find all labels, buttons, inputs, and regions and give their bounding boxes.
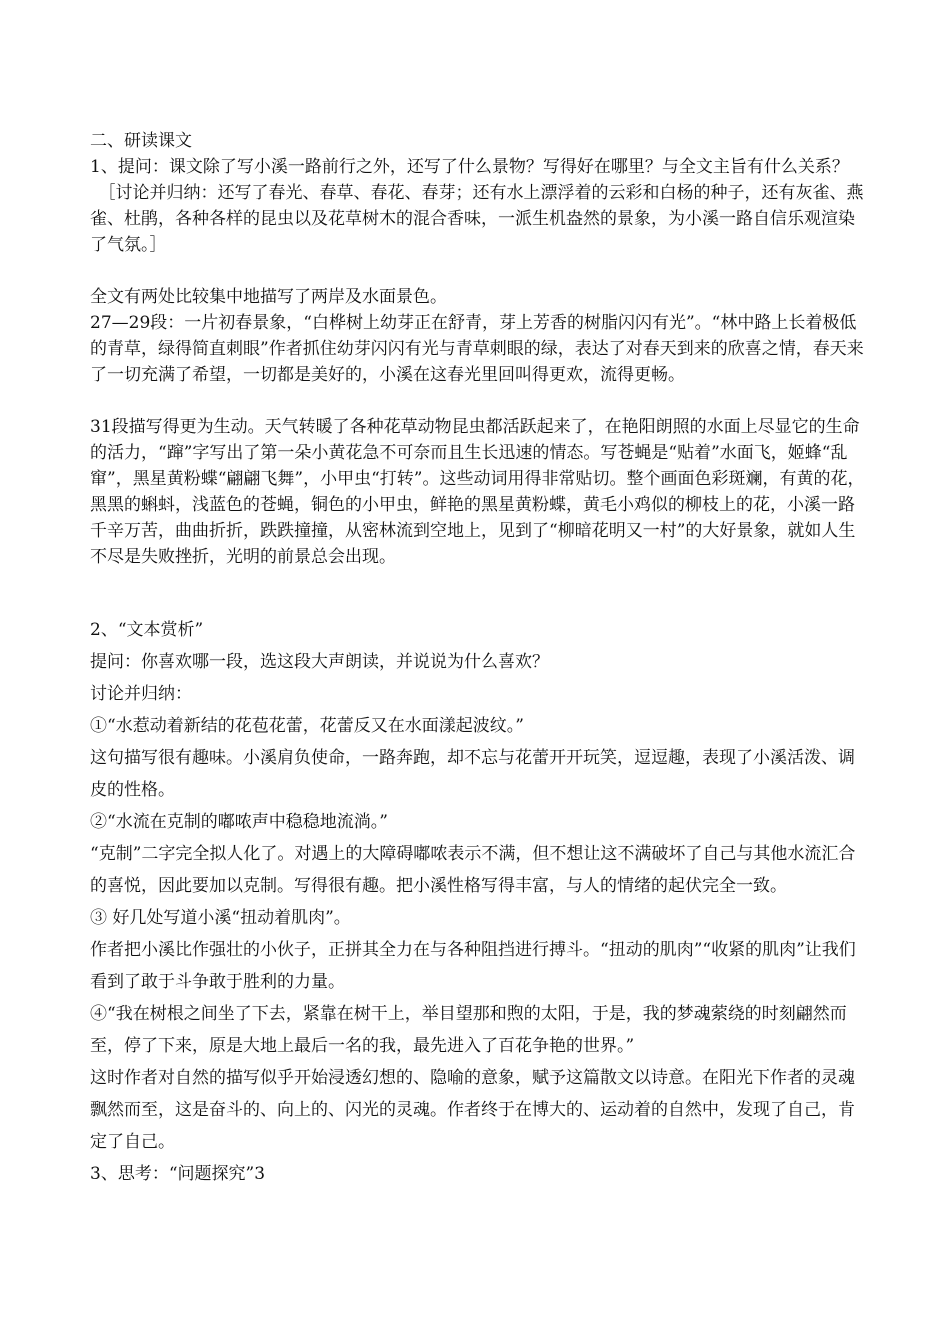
discuss-label: 讨论并归纳： xyxy=(90,684,192,704)
item-3-text: 作者把小溪比作强壮的小伙子，正拼其全力在与各种阻挡进行搏斗。“扭动的肌肉”“收紧的肌肉”让我们看到了敢于斗争敢于胜利的力量。 xyxy=(90,940,856,992)
section-3-heading: 3、思考：“问题探究”3 xyxy=(90,1164,266,1184)
section-heading: 二、研读课文 xyxy=(90,131,192,151)
item-1-quote: ①“水惹动着新结的花苞花蕾，花蕾反又在水面漾起波纹。” xyxy=(90,716,524,736)
paragraph-27-29: 27—29段：一片初春景象，“白桦树上幼芽正在舒青，芽上芳香的树脂闪闪有光”。“林中路上长着极低的青草，绿得简直刺眼”作者抓住幼芽闪闪有光与青草刺眼的绿，表达了对春天到来的欣喜之情，春天来了一切充满了希望，一切都是美好的，小溪在这春光里回叫得更欢，流得更畅。 xyxy=(90,313,864,385)
item-4-text: 这时作者对自然的描写似乎开始浸透幻想的、隐喻的意象，赋予这篇散文以诗意。在阳光下作者的灵魂飘然而至，这是奋斗的、向上的、闪光的灵魂。作者终于在博大的、运动着的自然中，发现了自己，肯定了自己。 xyxy=(90,1068,855,1152)
item-2-text: “克制”二字完全拟人化了。对遇上的大障碍嘟哝表示不满，但不想让这不满破坏了自己与其他水流汇合的喜悦，因此要加以克制。写得很有趣。把小溪性格写得丰富，与人的情绪的起伏完全一致。 xyxy=(90,844,856,896)
question-1: 1、提问：课文除了写小溪一路前行之外，还写了什么景物？写得好在哪里？与全文主旨有什么关系？ xyxy=(90,157,849,177)
question-2: 提问：你喜欢哪一段，选这段大声朗读，并说说为什么喜欢？ xyxy=(90,652,549,672)
paragraph-31: 31段描写得更为生动。天气转暖了各种花草动物昆虫都活跃起来了，在艳阳朗照的水面上尽显它的生命的活力，“蹿”字写出了第一朵小黄花急不可奈而且生长迅速的情态。写苍蝇是“贴着”水面飞，姬蜂“乱窜”，黑星黄粉蝶“翩翩飞舞”，小甲虫“打转”。这些动词用得非常贴切。整个画面色彩斑斓，有黄的花，黑黑的蝌蚪，浅蓝色的苍蝇，铜色的小甲虫，鲜艳的黑星黄粉蝶，黄毛小鸡似的柳枝上的花，小溪一路千辛万苦，曲曲折折，跌跌撞撞，从密林流到空地上，见到了“柳暗花明又一村”的大好景象，就如人生不尽是失败挫折，光明的前景总会出现。 xyxy=(90,417,865,567)
document-page xyxy=(90,0,870,1190)
paragraph-scenery-intro: 全文有两处比较集中地描写了两岸及水面景色。 xyxy=(90,287,447,307)
answer-1: ［讨论并归纳：还写了春光、春草、春花、春芽；还有水上漂浮着的云彩和白杨的种子，还有灰雀、燕雀、杜鹃，各种各样的昆虫以及花草树木的混合香味，一派生机盎然的景象，为小溪一路自信乐观渲染了气氛。］ xyxy=(90,183,864,255)
item-1-text: 这句描写很有趣味。小溪肩负使命，一路奔跑，却不忘与花蕾开开玩笑，逗逗趣，表现了小溪活泼、调皮的性格。 xyxy=(90,748,855,800)
item-2-quote: ②“水流在克制的嘟哝声中稳稳地流淌。” xyxy=(90,812,388,832)
section-2-heading: 2、“文本赏析” xyxy=(90,620,204,640)
item-3-quote: ③ 好几处写道小溪“扭动着肌肉”。 xyxy=(90,908,351,928)
item-4-quote: ④“我在树根之间坐了下去，紧靠在树干上，举目望那和煦的太阳，于是，我的梦魂萦绕的时刻翩然而至，停了下来，原是大地上最后一名的我，最先进入了百花争艳的世界。” xyxy=(90,1004,847,1056)
